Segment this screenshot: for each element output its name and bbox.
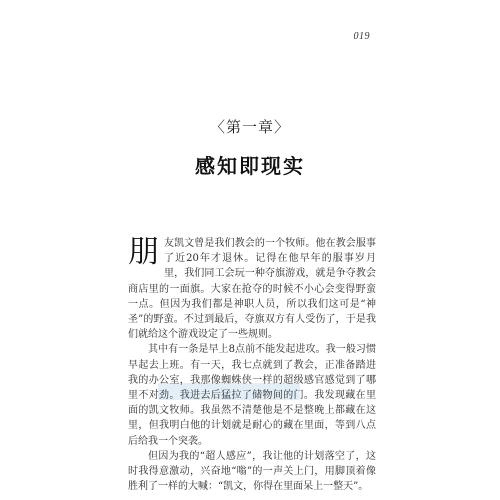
drop-cap: 朋 [128, 234, 159, 270]
chapter-label: 〈第一章〉 [209, 118, 290, 136]
body-text [128, 236, 376, 494]
page-number: 019 [353, 31, 370, 42]
paragraph-1 [128, 236, 376, 342]
paragraph-3: 但因为我的“超人感应”，我让他的计划落空了，这时我得意激动，兴奋地“嗡”的一声关上门，用脚顶着像胜利了一样的大喊：“凯文，你得在里面呆上一整天”。 [128, 450, 376, 493]
paragraph-2: 其中有一条是早上8点前不能发起进攻。我一般习惯早起去上班。有一天，我七点就到了教会，正准备踏进我的办公室，我那像蜘蛛侠一样的超级感官感觉到了哪里不对劲。我进去后猛拉了储物间的门。我发现藏在里面的凯文牧师。我虽然不清楚他是不是整晚上都藏在这里，但我明白他的计划就是耐心的藏在里面，等到八点后给我一个突袭。 [128, 344, 376, 447]
paragraph-1-text: 友凯文曾是我们教会的一个牧师。他在教会服事了近20年才退休。记得在他早年的服事岁月里，我们同工会玩一种夺旗游戏，就是争夺教会商店里的一面旗。大家在抢夺的时候不小心会变得野蛮一点。但因为我们都是神职人员，所以我们这可是“神圣”的野蛮。不过到最后，夺旗双方有人受伤了，于是我们就给这个游戏设定了一些规则。 [128, 238, 376, 341]
chapter-title: 感知即现实 [195, 154, 305, 178]
